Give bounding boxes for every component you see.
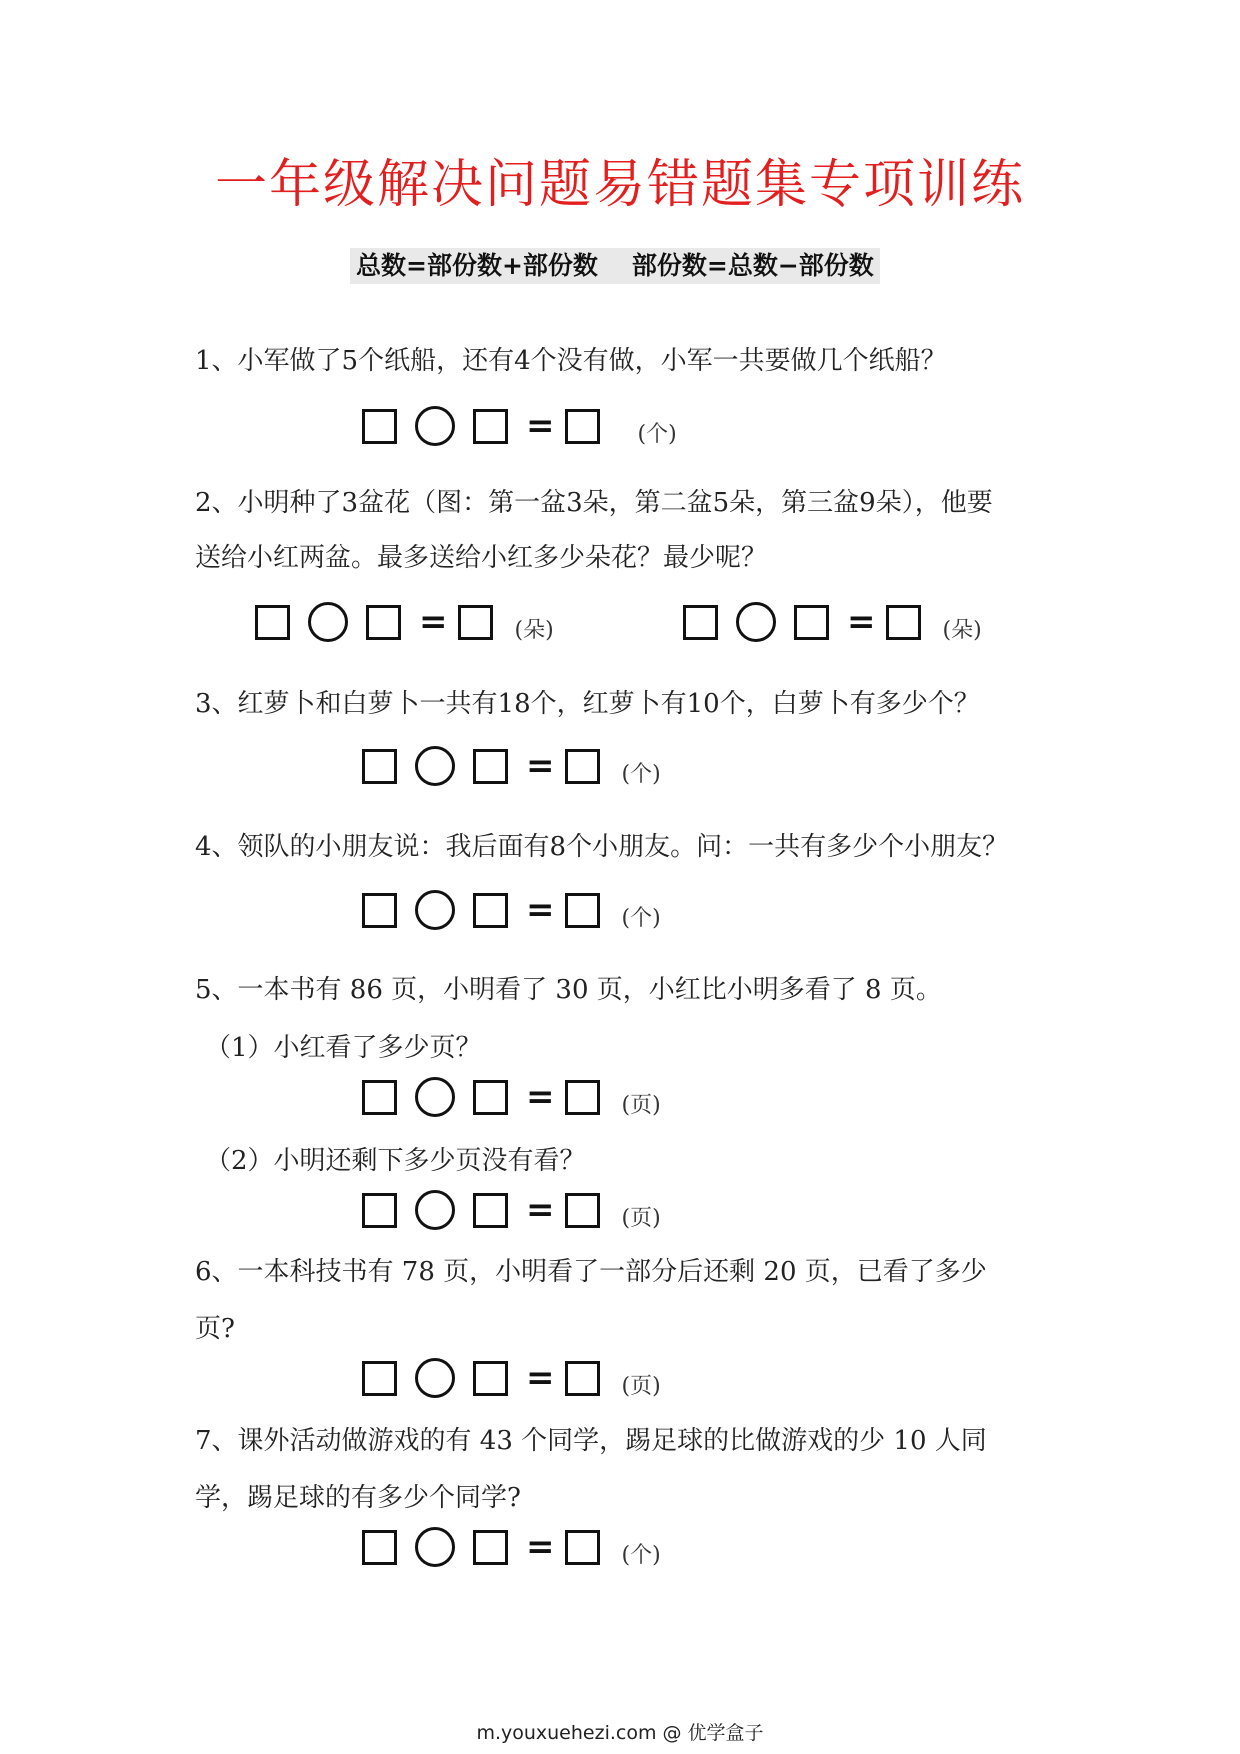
answer-box[interactable] bbox=[565, 749, 600, 784]
question-7-text-cont: 学，踢足球的有多少个同学? bbox=[195, 1483, 521, 1513]
unit-label: (个) bbox=[621, 905, 661, 931]
answer-box[interactable] bbox=[565, 1361, 600, 1396]
answer-box[interactable] bbox=[362, 749, 397, 784]
equals-sign: = bbox=[526, 890, 555, 930]
question-5-sub-2: （2）小明还剩下多少页没有看？ bbox=[205, 1146, 586, 1176]
unit-label: (页) bbox=[621, 1205, 661, 1231]
equals-sign: = bbox=[526, 1358, 555, 1398]
answer-box[interactable] bbox=[362, 409, 397, 444]
operator-circle[interactable] bbox=[415, 1358, 455, 1398]
question-2-text: 2、小明种了3盆花（图：第一盆3朵，第二盆5朵，第三盆9朵），他要 bbox=[195, 488, 993, 518]
answer-box[interactable] bbox=[565, 409, 600, 444]
operator-circle[interactable] bbox=[415, 1190, 455, 1230]
operator-circle[interactable] bbox=[308, 602, 348, 642]
answer-equation bbox=[255, 600, 554, 644]
answer-box[interactable] bbox=[362, 1080, 397, 1115]
unit-label: (页) bbox=[621, 1373, 661, 1399]
answer-equation bbox=[362, 1525, 661, 1569]
unit-label: (个) bbox=[621, 761, 661, 787]
question-5-sub-1: （1）小红看了多少页？ bbox=[205, 1033, 482, 1063]
answer-box[interactable] bbox=[473, 409, 508, 444]
footer-watermark: m.youxuehezi.com @ 优学盒子 bbox=[476, 1722, 764, 1744]
equals-sign: = bbox=[847, 602, 876, 642]
answer-equation bbox=[362, 744, 661, 788]
operator-circle[interactable] bbox=[415, 406, 455, 446]
question-6-text: 6、一本科技书有 78 页，小明看了一部分后还剩 20 页，已看了多少 bbox=[195, 1257, 987, 1287]
equals-sign: = bbox=[526, 1190, 555, 1230]
equals-sign: = bbox=[526, 1527, 555, 1567]
answer-box[interactable] bbox=[473, 1530, 508, 1565]
operator-circle[interactable] bbox=[415, 1077, 455, 1117]
answer-box[interactable] bbox=[473, 1080, 508, 1115]
operator-circle[interactable] bbox=[736, 602, 776, 642]
answer-equation bbox=[362, 404, 677, 448]
answer-box[interactable] bbox=[473, 1193, 508, 1228]
question-5-text: 5、一本书有 86 页，小明看了 30 页，小红比小明多看了 8 页。 bbox=[195, 975, 942, 1005]
equals-sign: = bbox=[526, 406, 555, 446]
unit-label: (朵) bbox=[942, 617, 982, 643]
answer-box[interactable] bbox=[362, 893, 397, 928]
answer-box[interactable] bbox=[473, 1361, 508, 1396]
equals-sign: = bbox=[526, 1077, 555, 1117]
answer-box[interactable] bbox=[458, 605, 493, 640]
answer-box[interactable] bbox=[886, 605, 921, 640]
page-title: 一年级解决问题易错题集专项训练 bbox=[214, 155, 1025, 215]
equals-sign: = bbox=[526, 746, 555, 786]
answer-equation bbox=[362, 1075, 661, 1119]
answer-equation bbox=[362, 1188, 661, 1232]
question-3-text: 3、红萝卜和白萝卜一共有18个，红萝卜有10个，白萝卜有多少个？ bbox=[195, 689, 980, 719]
equals-sign: = bbox=[419, 602, 448, 642]
answer-box[interactable] bbox=[683, 605, 718, 640]
question-1-text: 1、小军做了5个纸船，还有4个没有做，小军一共要做几个纸船？ bbox=[195, 346, 947, 376]
unit-label: (朵) bbox=[514, 617, 554, 643]
unit-label: (个) bbox=[637, 421, 677, 447]
operator-circle[interactable] bbox=[415, 1527, 455, 1567]
question-7-text: 7、课外活动做游戏的有 43 个同学，踢足球的比做游戏的少 10 人同 bbox=[195, 1426, 987, 1456]
answer-box[interactable] bbox=[362, 1530, 397, 1565]
answer-box[interactable] bbox=[565, 1530, 600, 1565]
question-6-text-cont: 页? bbox=[195, 1314, 235, 1344]
formula-total: 总数=部份数+部份数 bbox=[356, 251, 598, 280]
question-4-text: 4、领队的小朋友说：我后面有8个小朋友。问：一共有多少个小朋友？ bbox=[195, 832, 1009, 862]
unit-label: (页) bbox=[621, 1092, 661, 1118]
answer-equation bbox=[683, 600, 982, 644]
answer-box[interactable] bbox=[565, 893, 600, 928]
answer-equation bbox=[362, 888, 661, 932]
question-2-text-cont: 送给小红两盆。最多送给小红多少朵花？最少呢？ bbox=[195, 543, 768, 573]
operator-circle[interactable] bbox=[415, 890, 455, 930]
answer-box[interactable] bbox=[794, 605, 829, 640]
operator-circle[interactable] bbox=[415, 746, 455, 786]
answer-box[interactable] bbox=[362, 1193, 397, 1228]
answer-equation bbox=[362, 1356, 661, 1400]
answer-box[interactable] bbox=[362, 1361, 397, 1396]
formula-part: 部份数=总数−部份数 bbox=[631, 251, 874, 280]
answer-box[interactable] bbox=[565, 1080, 600, 1115]
answer-box[interactable] bbox=[565, 1193, 600, 1228]
answer-box[interactable] bbox=[473, 893, 508, 928]
formula-banner bbox=[350, 248, 880, 284]
answer-box[interactable] bbox=[255, 605, 290, 640]
answer-box[interactable] bbox=[366, 605, 401, 640]
unit-label: (个) bbox=[621, 1542, 661, 1568]
answer-box[interactable] bbox=[473, 749, 508, 784]
